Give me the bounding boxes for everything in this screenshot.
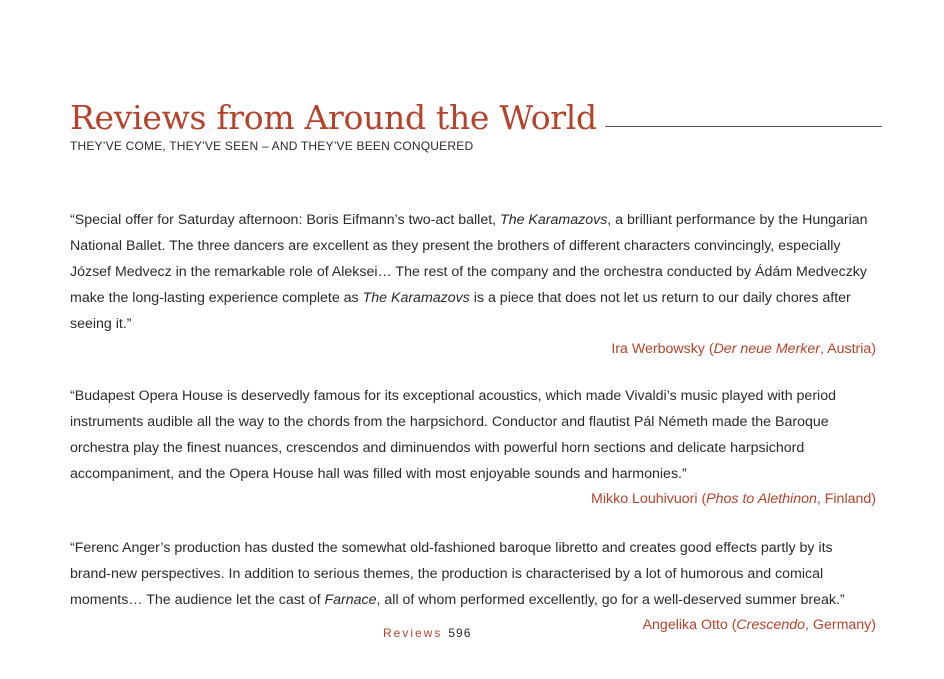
publication-name: Der neue Merker [713,341,821,357]
reviewer-name: Ira Werbowsky ( [611,341,714,357]
review-1 [70,207,876,361]
page-number: 596 [448,626,472,640]
review-attribution [70,487,876,511]
page-footer [383,626,471,640]
reviewer-origin: , Finland) [816,491,876,507]
review-quote [70,535,876,613]
work-title: Farnace [324,592,377,608]
reviewer-name: Angelika Otto ( [642,617,737,633]
work-title: The Karamazovs [362,290,470,306]
quote-text: “Special offer for Saturday afternoon: Boris Eifmann’s two-act ballet, [70,212,501,228]
review-2 [70,383,876,511]
publication-name: Crescendo [736,617,806,633]
reviewer-origin: , Austria) [820,341,876,357]
quote-text: , a brilliant performance by the Hungarian National Ballet. The three dancers are excellent as they present the brothers of different characters convincingly, especially József Medvecz in the remarkable role of Aleksei… The rest of the company and the orchestra conducted by Ádám Medveczky make the long-lasting experience complete as [70,212,868,306]
review-attribution [70,613,876,637]
reviewer-name: Mikko Louhivuori ( [591,491,707,507]
quote-text: is a piece that does not let us return to our daily chores after seeing it.” [70,290,851,332]
review-quote [70,383,876,487]
review-attribution [70,337,876,361]
title-row [70,90,882,137]
quote-text: , all of whom performed excellently, go for a well-deserved summer break.” [376,592,845,608]
title-rule [605,126,882,127]
quote-text: “Budapest Opera House is deservedly famous for its exceptional acoustics, which made Vivaldi’s music played with period instruments audible all the way to the chords from the harpsichord. Conductor and flautist Pál Németh made the Baroque orchestra play the finest nuances, crescendos and diminuendos with powerful horn sections and delicate harpsichord accompaniment, and the Opera House hall was filled with most enjoyable sounds and harmonies.” [70,388,836,482]
page-subtitle: THEY’VE COME, THEY’VE SEEN – AND THEY’VE BEEN CONQUERED [70,139,474,153]
publication-name: Phos to Alethinon [706,491,817,507]
quote-text: “Ferenc Anger’s production has dusted the somewhat old-fashioned baroque libretto and creates good effects partly by its brand-new perspectives. In addition to serious themes, the production is characterised by a lot of humorous and comical moments… The audience let the cast of [70,540,833,608]
review-quote [70,207,876,337]
footer-section-label: Reviews [383,626,443,640]
page-title: Reviews from Around the World [70,98,597,137]
reviewer-origin: , Germany) [805,617,876,633]
work-title: The Karamazovs [500,212,608,228]
review-3 [70,535,876,637]
